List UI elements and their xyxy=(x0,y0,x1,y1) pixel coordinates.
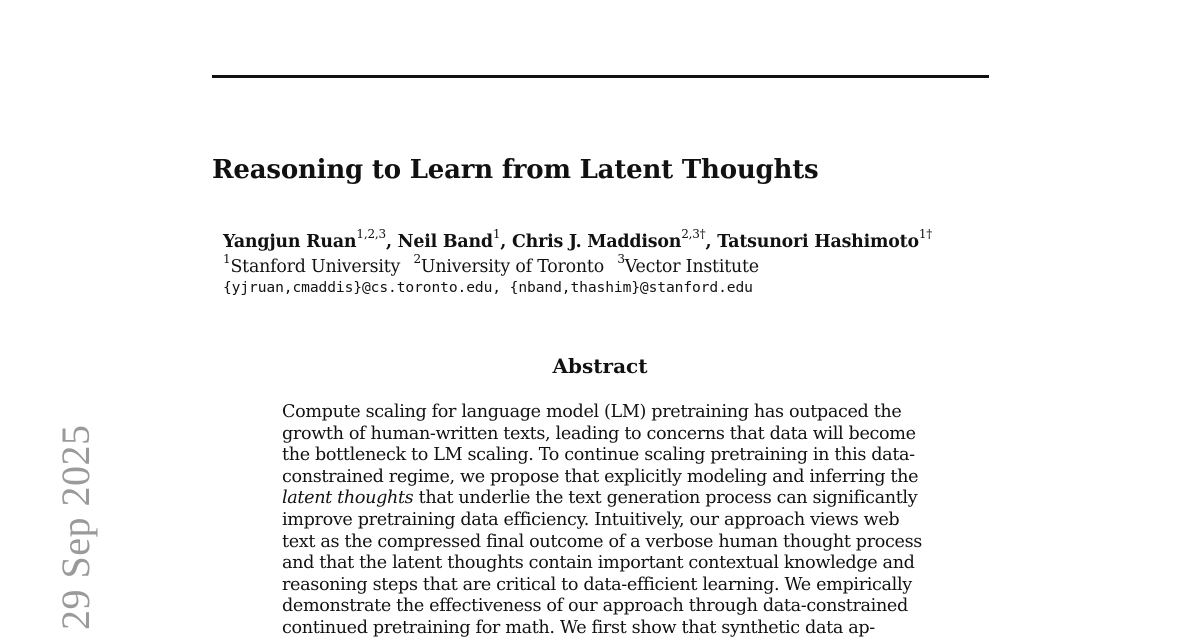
abstract-text: continued pretraining for math. We first show that synthetic data ap- xyxy=(282,617,875,638)
abstract-line xyxy=(282,467,922,489)
author-list xyxy=(223,229,932,252)
author xyxy=(512,227,718,252)
affiliation-marker: 1 xyxy=(223,252,231,266)
abstract-heading: Abstract xyxy=(552,354,648,378)
author xyxy=(397,227,513,252)
abstract-emphasis: latent thoughts xyxy=(282,488,414,509)
author-affil-marker: 2,3† xyxy=(681,227,706,241)
abstract-text: growth of human-written texts, leading to concerns that data will become xyxy=(282,423,916,444)
abstract-line xyxy=(282,618,922,640)
affiliation-marker: 3 xyxy=(617,252,625,266)
abstract-line xyxy=(282,575,922,597)
author-name: Chris J. Maddison xyxy=(512,231,682,252)
affiliation-name: University of Toronto xyxy=(420,256,604,277)
affiliation-marker: 2 xyxy=(413,252,421,266)
author-affil-marker: 1 xyxy=(492,227,501,241)
affiliation-name: Vector Institute xyxy=(624,256,759,277)
abstract-text: Compute scaling for language model (LM) pretraining has outpaced the xyxy=(282,402,902,422)
author xyxy=(717,227,933,252)
author-name: Yangjun Ruan xyxy=(223,231,357,252)
author-affil-marker: 1† xyxy=(918,227,933,241)
author-name: Tatsunori Hashimoto xyxy=(717,231,919,252)
top-rule xyxy=(212,75,989,78)
abstract-text: the bottleneck to LM scaling. To continue scaling pretraining in this data- xyxy=(282,445,915,466)
author-separator: , xyxy=(705,231,718,252)
abstract-line xyxy=(282,488,922,510)
affiliation-list xyxy=(223,254,767,277)
abstract-line xyxy=(282,596,922,618)
abstract-text: reasoning steps that are critical to data-efficient learning. We empirically xyxy=(282,574,912,595)
paper-title: Reasoning to Learn from Latent Thoughts xyxy=(212,155,819,185)
affiliation xyxy=(223,252,401,277)
abstract-line xyxy=(282,510,922,532)
author-separator: , xyxy=(385,231,398,252)
affiliation-name: Stanford University xyxy=(230,256,401,277)
affiliation xyxy=(413,252,604,277)
abstract-text: improve pretraining data efficiency. Intuitively, our approach views web xyxy=(282,509,900,530)
abstract-text: constrained regime, we propose that explicitly modeling and inferring the xyxy=(282,466,919,487)
abstract-line xyxy=(282,445,922,467)
affiliation xyxy=(617,252,759,277)
abstract-text: demonstrate the effectiveness of our approach through data-constrained xyxy=(282,596,908,617)
abstract-body xyxy=(282,402,922,640)
author-separator: , xyxy=(500,231,513,252)
abstract-line xyxy=(282,553,922,575)
author-affil-marker: 1,2,3 xyxy=(356,227,386,241)
abstract-line xyxy=(282,402,922,424)
abstract-text: and that the latent thoughts contain important contextual knowledge and xyxy=(282,553,915,574)
abstract-line xyxy=(282,532,922,554)
author xyxy=(223,227,398,252)
arxiv-date-stamp: 29 Sep 2025 xyxy=(53,424,98,630)
abstract-text: text as the compressed final outcome of a verbose human thought process xyxy=(282,531,922,552)
abstract-line xyxy=(282,424,922,446)
abstract-text: that underlie the text generation process can significantly xyxy=(413,488,918,509)
author-emails: {yjruan,cmaddis}@cs.toronto.edu, {nband,thashim}@stanford.edu xyxy=(223,279,753,296)
author-name: Neil Band xyxy=(397,231,493,252)
